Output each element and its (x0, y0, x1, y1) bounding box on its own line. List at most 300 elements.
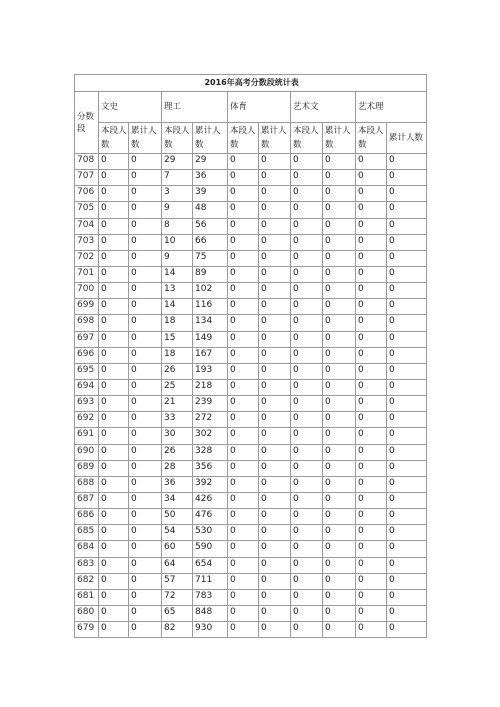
count-cell: 0 (291, 476, 323, 492)
count-cell: 0 (129, 315, 162, 331)
count-cell: 0 (259, 557, 291, 573)
count-cell: 0 (129, 283, 162, 299)
score-cell: 701 (75, 266, 99, 282)
count-cell: 0 (291, 428, 323, 444)
count-cell: 0 (99, 154, 129, 170)
count-cell: 0 (99, 492, 129, 508)
count-cell: 0 (259, 283, 291, 299)
count-cell: 0 (259, 622, 291, 638)
count-cell: 0 (323, 218, 356, 234)
count-cell: 0 (259, 541, 291, 557)
table-row (75, 234, 427, 250)
count-cell: 29 (162, 154, 193, 170)
count-cell: 0 (323, 476, 356, 492)
count-cell: 239 (193, 396, 228, 412)
count-cell: 14 (162, 266, 193, 282)
count-cell: 8 (162, 218, 193, 234)
count-cell: 134 (193, 315, 228, 331)
count-cell: 0 (323, 444, 356, 460)
score-cell: 689 (75, 460, 99, 476)
count-cell: 0 (99, 170, 129, 186)
count-cell: 0 (228, 315, 259, 331)
count-cell: 0 (387, 525, 427, 541)
count-cell: 0 (323, 283, 356, 299)
count-cell: 0 (356, 363, 387, 379)
score-cell: 691 (75, 428, 99, 444)
count-cell: 0 (323, 202, 356, 218)
count-cell: 0 (387, 379, 427, 395)
score-range-header: 分数段 (75, 92, 99, 154)
sub-header-segment-count: 本段人数 (291, 123, 323, 154)
count-cell: 0 (228, 525, 259, 541)
count-cell: 0 (387, 331, 427, 347)
table-row (75, 622, 427, 638)
count-cell: 0 (129, 347, 162, 363)
count-cell: 0 (291, 396, 323, 412)
score-cell: 706 (75, 186, 99, 202)
count-cell: 0 (356, 347, 387, 363)
count-cell: 0 (99, 234, 129, 250)
category-header-yishuli: 艺术理 (356, 92, 427, 123)
count-cell: 0 (387, 266, 427, 282)
count-cell: 0 (259, 186, 291, 202)
count-cell: 0 (323, 266, 356, 282)
count-cell: 0 (129, 525, 162, 541)
count-cell: 14 (162, 299, 193, 315)
count-cell: 0 (129, 622, 162, 638)
count-cell: 0 (291, 218, 323, 234)
count-cell: 0 (323, 186, 356, 202)
table-title-row (75, 75, 427, 92)
table-row (75, 573, 427, 589)
table-row (75, 170, 427, 186)
count-cell: 0 (228, 186, 259, 202)
count-cell: 0 (387, 509, 427, 525)
count-cell: 0 (129, 589, 162, 605)
count-cell: 0 (356, 460, 387, 476)
count-cell: 0 (323, 589, 356, 605)
count-cell: 0 (259, 154, 291, 170)
count-cell: 0 (129, 444, 162, 460)
count-cell: 65 (162, 605, 193, 621)
count-cell: 0 (356, 266, 387, 282)
count-cell: 0 (291, 541, 323, 557)
count-cell: 0 (356, 396, 387, 412)
score-cell: 699 (75, 299, 99, 315)
score-cell: 704 (75, 218, 99, 234)
count-cell: 0 (129, 331, 162, 347)
count-cell: 0 (356, 250, 387, 266)
count-cell: 0 (259, 347, 291, 363)
count-cell: 0 (387, 412, 427, 428)
table-row (75, 605, 427, 621)
table-row (75, 509, 427, 525)
document-page (74, 74, 426, 638)
count-cell: 0 (356, 492, 387, 508)
count-cell: 0 (356, 154, 387, 170)
count-cell: 167 (193, 347, 228, 363)
table-row (75, 379, 427, 395)
score-cell: 683 (75, 557, 99, 573)
count-cell: 0 (129, 412, 162, 428)
count-cell: 0 (99, 331, 129, 347)
count-cell: 0 (259, 170, 291, 186)
score-cell: 707 (75, 170, 99, 186)
table-row (75, 202, 427, 218)
count-cell: 0 (291, 170, 323, 186)
count-cell: 0 (387, 492, 427, 508)
count-cell: 0 (228, 347, 259, 363)
count-cell: 0 (129, 573, 162, 589)
count-cell: 0 (387, 154, 427, 170)
count-cell: 0 (387, 347, 427, 363)
count-cell: 0 (291, 589, 323, 605)
count-cell: 66 (193, 234, 228, 250)
table-row (75, 250, 427, 266)
count-cell: 0 (99, 396, 129, 412)
count-cell: 0 (228, 589, 259, 605)
count-cell: 0 (323, 622, 356, 638)
count-cell: 0 (99, 347, 129, 363)
count-cell: 0 (356, 218, 387, 234)
count-cell: 33 (162, 412, 193, 428)
count-cell: 0 (99, 622, 129, 638)
count-cell: 0 (323, 605, 356, 621)
count-cell: 0 (291, 202, 323, 218)
count-cell: 0 (356, 476, 387, 492)
count-cell: 0 (387, 476, 427, 492)
score-cell: 700 (75, 283, 99, 299)
count-cell: 272 (193, 412, 228, 428)
count-cell: 0 (129, 557, 162, 573)
count-cell: 56 (193, 218, 228, 234)
count-cell: 0 (291, 509, 323, 525)
count-cell: 60 (162, 541, 193, 557)
count-cell: 0 (323, 379, 356, 395)
score-cell: 684 (75, 541, 99, 557)
table-row (75, 541, 427, 557)
count-cell: 0 (259, 396, 291, 412)
category-header-row (75, 92, 427, 123)
sub-header-cumulative-count: 累计人数 (129, 123, 162, 154)
sub-header-cumulative-count: 累计人数 (387, 123, 427, 154)
count-cell: 392 (193, 476, 228, 492)
count-cell: 0 (323, 363, 356, 379)
count-cell: 0 (259, 444, 291, 460)
table-row (75, 412, 427, 428)
count-cell: 0 (387, 622, 427, 638)
count-cell: 0 (259, 460, 291, 476)
count-cell: 0 (291, 605, 323, 621)
count-cell: 0 (228, 428, 259, 444)
sub-header-cumulative-count: 累计人数 (323, 123, 356, 154)
count-cell: 0 (228, 460, 259, 476)
count-cell: 0 (99, 444, 129, 460)
score-cell: 693 (75, 396, 99, 412)
count-cell: 0 (228, 170, 259, 186)
count-cell: 0 (387, 557, 427, 573)
count-cell: 0 (99, 218, 129, 234)
count-cell: 0 (99, 283, 129, 299)
count-cell: 0 (129, 460, 162, 476)
score-cell: 679 (75, 622, 99, 638)
count-cell: 18 (162, 315, 193, 331)
count-cell: 0 (356, 170, 387, 186)
count-cell: 0 (291, 622, 323, 638)
count-cell: 0 (99, 573, 129, 589)
score-cell: 682 (75, 573, 99, 589)
count-cell: 0 (99, 476, 129, 492)
count-cell: 0 (387, 218, 427, 234)
count-cell: 54 (162, 525, 193, 541)
count-cell: 18 (162, 347, 193, 363)
count-cell: 0 (323, 315, 356, 331)
count-cell: 0 (291, 363, 323, 379)
count-cell: 0 (387, 589, 427, 605)
count-cell: 0 (259, 299, 291, 315)
score-cell: 686 (75, 509, 99, 525)
count-cell: 0 (356, 234, 387, 250)
count-cell: 13 (162, 283, 193, 299)
count-cell: 0 (291, 557, 323, 573)
count-cell: 0 (323, 541, 356, 557)
count-cell: 0 (228, 202, 259, 218)
table-row (75, 331, 427, 347)
count-cell: 0 (99, 557, 129, 573)
count-cell: 0 (387, 186, 427, 202)
count-cell: 0 (387, 170, 427, 186)
count-cell: 0 (259, 234, 291, 250)
count-cell: 0 (228, 541, 259, 557)
count-cell: 0 (228, 412, 259, 428)
count-cell: 0 (99, 605, 129, 621)
count-cell: 28 (162, 460, 193, 476)
count-cell: 0 (259, 509, 291, 525)
count-cell: 0 (228, 509, 259, 525)
count-cell: 0 (99, 202, 129, 218)
count-cell: 0 (228, 331, 259, 347)
count-cell: 0 (228, 154, 259, 170)
score-cell: 696 (75, 347, 99, 363)
count-cell: 783 (193, 589, 228, 605)
count-cell: 0 (323, 396, 356, 412)
count-cell: 328 (193, 444, 228, 460)
count-cell: 426 (193, 492, 228, 508)
count-cell: 0 (228, 266, 259, 282)
count-cell: 0 (356, 331, 387, 347)
category-header-wenshi: 文史 (99, 92, 162, 123)
table-row (75, 186, 427, 202)
count-cell: 711 (193, 573, 228, 589)
count-cell: 0 (356, 428, 387, 444)
count-cell: 0 (323, 557, 356, 573)
count-cell: 0 (356, 509, 387, 525)
count-cell: 36 (162, 476, 193, 492)
count-cell: 72 (162, 589, 193, 605)
count-cell: 0 (228, 492, 259, 508)
count-cell: 0 (129, 266, 162, 282)
count-cell: 89 (193, 266, 228, 282)
count-cell: 0 (129, 605, 162, 621)
count-cell: 356 (193, 460, 228, 476)
count-cell: 21 (162, 396, 193, 412)
count-cell: 0 (228, 573, 259, 589)
count-cell: 0 (259, 250, 291, 266)
count-cell: 0 (99, 186, 129, 202)
count-cell: 48 (193, 202, 228, 218)
count-cell: 0 (129, 428, 162, 444)
count-cell: 0 (99, 460, 129, 476)
count-cell: 0 (228, 234, 259, 250)
count-cell: 0 (228, 283, 259, 299)
count-cell: 25 (162, 379, 193, 395)
count-cell: 9 (162, 250, 193, 266)
count-cell: 0 (129, 379, 162, 395)
count-cell: 0 (387, 299, 427, 315)
count-cell: 0 (228, 476, 259, 492)
count-cell: 0 (291, 347, 323, 363)
table-row (75, 444, 427, 460)
count-cell: 0 (259, 605, 291, 621)
count-cell: 193 (193, 363, 228, 379)
count-cell: 0 (99, 315, 129, 331)
count-cell: 0 (356, 412, 387, 428)
score-cell: 694 (75, 379, 99, 395)
count-cell: 0 (259, 218, 291, 234)
count-cell: 0 (259, 202, 291, 218)
count-cell: 116 (193, 299, 228, 315)
count-cell: 7 (162, 170, 193, 186)
count-cell: 0 (228, 379, 259, 395)
sub-header-cumulative-count: 累计人数 (259, 123, 291, 154)
count-cell: 0 (259, 363, 291, 379)
table-row (75, 347, 427, 363)
count-cell: 0 (259, 573, 291, 589)
sub-header-segment-count: 本段人数 (99, 123, 129, 154)
table-row (75, 396, 427, 412)
count-cell: 0 (323, 331, 356, 347)
count-cell: 0 (259, 412, 291, 428)
count-cell: 0 (356, 202, 387, 218)
table-row (75, 283, 427, 299)
count-cell: 0 (356, 283, 387, 299)
count-cell: 0 (356, 444, 387, 460)
count-cell: 0 (99, 266, 129, 282)
table-row (75, 266, 427, 282)
table-row (75, 589, 427, 605)
count-cell: 0 (228, 218, 259, 234)
sub-header-row (75, 123, 427, 154)
count-cell: 0 (387, 363, 427, 379)
count-cell: 0 (356, 605, 387, 621)
count-cell: 0 (356, 557, 387, 573)
table-row (75, 315, 427, 331)
count-cell: 0 (99, 525, 129, 541)
count-cell: 36 (193, 170, 228, 186)
count-cell: 0 (129, 170, 162, 186)
count-cell: 0 (387, 283, 427, 299)
count-cell: 0 (259, 315, 291, 331)
table-row (75, 299, 427, 315)
count-cell: 149 (193, 331, 228, 347)
count-cell: 0 (228, 396, 259, 412)
count-cell: 0 (356, 573, 387, 589)
count-cell: 0 (259, 525, 291, 541)
count-cell: 0 (129, 509, 162, 525)
table-row (75, 557, 427, 573)
count-cell: 0 (323, 428, 356, 444)
count-cell: 34 (162, 492, 193, 508)
count-cell: 0 (387, 202, 427, 218)
count-cell: 930 (193, 622, 228, 638)
count-cell: 0 (99, 589, 129, 605)
count-cell: 0 (323, 509, 356, 525)
count-cell: 0 (323, 170, 356, 186)
score-distribution-table (74, 74, 427, 638)
count-cell: 0 (129, 492, 162, 508)
sub-header-segment-count: 本段人数 (228, 123, 259, 154)
count-cell: 0 (259, 379, 291, 395)
count-cell: 0 (323, 234, 356, 250)
count-cell: 0 (228, 557, 259, 573)
count-cell: 0 (323, 347, 356, 363)
count-cell: 0 (291, 234, 323, 250)
count-cell: 0 (291, 283, 323, 299)
score-cell: 692 (75, 412, 99, 428)
count-cell: 29 (193, 154, 228, 170)
count-cell: 0 (291, 250, 323, 266)
table-row (75, 363, 427, 379)
count-cell: 476 (193, 509, 228, 525)
count-cell: 0 (387, 605, 427, 621)
count-cell: 0 (387, 396, 427, 412)
table-row (75, 460, 427, 476)
score-cell: 705 (75, 202, 99, 218)
count-cell: 0 (291, 154, 323, 170)
count-cell: 654 (193, 557, 228, 573)
score-cell: 697 (75, 331, 99, 347)
category-header-yishuwen: 艺术文 (291, 92, 356, 123)
count-cell: 0 (129, 154, 162, 170)
count-cell: 0 (387, 573, 427, 589)
count-cell: 0 (323, 460, 356, 476)
table-row (75, 428, 427, 444)
count-cell: 0 (259, 331, 291, 347)
count-cell: 30 (162, 428, 193, 444)
count-cell: 0 (259, 589, 291, 605)
count-cell: 0 (387, 541, 427, 557)
count-cell: 0 (291, 460, 323, 476)
count-cell: 0 (387, 234, 427, 250)
count-cell: 0 (129, 202, 162, 218)
count-cell: 0 (228, 299, 259, 315)
count-cell: 3 (162, 186, 193, 202)
count-cell: 0 (387, 315, 427, 331)
count-cell: 0 (129, 396, 162, 412)
score-cell: 681 (75, 589, 99, 605)
count-cell: 0 (356, 186, 387, 202)
score-cell: 708 (75, 154, 99, 170)
count-cell: 0 (129, 186, 162, 202)
count-cell: 26 (162, 444, 193, 460)
count-cell: 0 (129, 218, 162, 234)
category-header-ligong: 理工 (162, 92, 228, 123)
count-cell: 39 (193, 186, 228, 202)
count-cell: 302 (193, 428, 228, 444)
score-cell: 680 (75, 605, 99, 621)
count-cell: 0 (291, 573, 323, 589)
table-title: 2016年高考分数段统计表 (75, 75, 427, 92)
